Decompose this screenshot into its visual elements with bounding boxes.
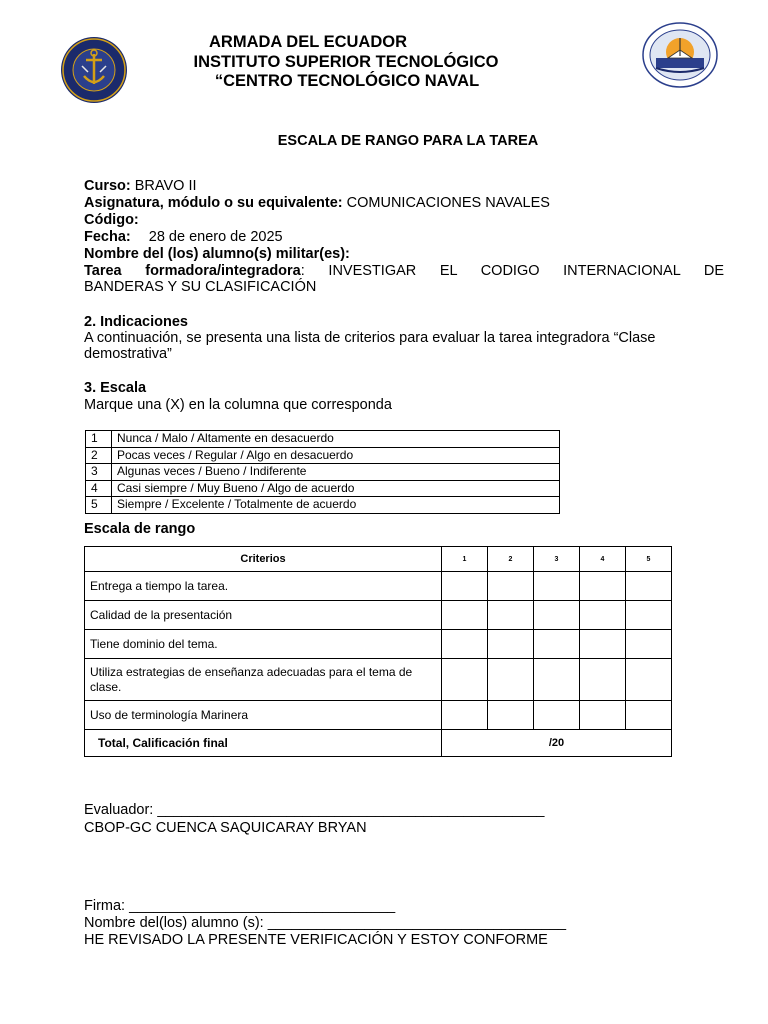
indications-text-1: A continuación, se presenta una lista de criterios para evaluar la tarea integradora “Clase <box>84 330 656 346</box>
task-value-2: BANDERAS Y SU CLASIFICACIÓN <box>84 279 317 295</box>
rango-table <box>84 546 672 757</box>
score-cell[interactable] <box>580 572 626 601</box>
indications-heading: 2. Indicaciones <box>84 314 188 330</box>
score-cell[interactable] <box>534 601 580 630</box>
criteria-row <box>85 601 672 630</box>
code-line <box>84 212 139 229</box>
scale-number: 4 <box>86 480 112 497</box>
scale-description: Algunas veces / Bueno / Indiferente <box>112 464 560 481</box>
score-cell[interactable] <box>580 701 626 730</box>
score-cell[interactable] <box>626 701 672 730</box>
date-label: Fecha: <box>84 229 131 245</box>
score-cell[interactable] <box>442 572 488 601</box>
score-cell[interactable] <box>488 630 534 659</box>
score-column-header: 4 <box>580 547 626 572</box>
evaluator-signature-line[interactable]: ________________________________________________ <box>157 802 545 818</box>
total-label: Total, Calificación final <box>85 730 442 757</box>
score-column-header: 1 <box>442 547 488 572</box>
task-value-1: INVESTIGAR EL CODIGO INTERNACIONAL DE <box>328 263 724 279</box>
criteria-header: Criterios <box>85 547 442 572</box>
score-column-header: 2 <box>488 547 534 572</box>
evaluator-name: CBOP-GC CUENCA SAQUICARAY BRYAN <box>84 820 367 836</box>
score-cell[interactable] <box>626 630 672 659</box>
subject-label: Asignatura, módulo o su equivalente: <box>84 195 343 211</box>
score-cell[interactable] <box>442 601 488 630</box>
scale-table <box>85 430 560 514</box>
score-cell[interactable] <box>534 659 580 701</box>
total-value[interactable]: /20 <box>442 730 672 757</box>
scale-number: 3 <box>86 464 112 481</box>
criteria-row <box>85 630 672 659</box>
student-name-field[interactable]: _____________________________________ <box>267 915 567 931</box>
criteria-label: Entrega a tiempo la tarea. <box>85 572 442 601</box>
header-navy: ARMADA DEL ECUADOR <box>209 33 407 51</box>
total-row <box>85 730 672 757</box>
criteria-label: Tiene dominio del tema. <box>85 630 442 659</box>
signature-label: Firma: <box>84 898 130 914</box>
task-colon: : <box>300 263 305 279</box>
course-line <box>84 178 197 195</box>
course-value: BRAVO II <box>130 178 197 194</box>
score-cell[interactable] <box>534 572 580 601</box>
score-cell[interactable] <box>488 601 534 630</box>
scale-row <box>86 464 560 481</box>
code-label: Código: <box>84 212 139 228</box>
scale-number: 1 <box>86 431 112 448</box>
score-cell[interactable] <box>488 572 534 601</box>
score-cell[interactable] <box>442 701 488 730</box>
header-center: “CENTRO TECNOLÓGICO NAVAL <box>214 72 480 90</box>
date-value: 28 de enero de 2025 <box>148 229 283 245</box>
score-cell[interactable] <box>488 659 534 701</box>
scale-description: Siempre / Excelente / Totalmente de acuerdo <box>112 497 560 514</box>
scale-number: 2 <box>86 447 112 464</box>
students-line <box>84 246 350 263</box>
score-column-header: 5 <box>626 547 672 572</box>
scale-row <box>86 447 560 464</box>
score-cell[interactable] <box>626 601 672 630</box>
scale-description: Pocas veces / Regular / Algo en desacuerdo <box>112 447 560 464</box>
rango-header-row <box>85 547 672 572</box>
score-cell[interactable] <box>580 630 626 659</box>
evaluator-line <box>84 802 544 819</box>
score-cell[interactable] <box>580 601 626 630</box>
document-title: ESCALA DE RANGO PARA LA TAREA <box>277 133 539 149</box>
score-cell[interactable] <box>626 659 672 701</box>
student-name-line <box>84 915 566 932</box>
subject-line <box>84 195 550 212</box>
header-institute: INSTITUTO SUPERIOR TECNOLÓGICO <box>193 53 499 71</box>
signature-field[interactable]: _________________________________ <box>129 898 396 914</box>
student-name-label: Nombre del(los) alumno (s): <box>84 915 268 931</box>
score-cell[interactable] <box>488 701 534 730</box>
scale-description: Casi siempre / Muy Bueno / Algo de acuerdo <box>112 480 560 497</box>
criteria-row <box>85 659 672 701</box>
score-column-header: 3 <box>534 547 580 572</box>
date-line <box>84 229 283 246</box>
subject-value: COMUNICACIONES NAVALES <box>342 195 550 211</box>
task-line <box>84 263 724 280</box>
score-cell[interactable] <box>580 659 626 701</box>
score-cell[interactable] <box>442 630 488 659</box>
indications-text-2: demostrativa” <box>84 346 172 362</box>
score-cell[interactable] <box>442 659 488 701</box>
score-cell[interactable] <box>626 572 672 601</box>
rango-heading: Escala de rango <box>84 521 196 537</box>
students-label: Nombre del (los) alumno(s) militar(es): <box>84 246 350 262</box>
scale-number: 5 <box>86 497 112 514</box>
scale-row <box>86 497 560 514</box>
criteria-row <box>85 701 672 730</box>
criteria-row <box>85 572 672 601</box>
score-cell[interactable] <box>534 701 580 730</box>
evaluator-label: Evaluador: <box>84 802 158 818</box>
scale-row <box>86 431 560 448</box>
signature-line <box>84 898 395 915</box>
scale-heading: 3. Escala <box>84 380 147 396</box>
criteria-label: Utiliza estrategias de enseñanza adecuadas para el tema de clase. <box>85 659 442 701</box>
task-label: Tarea formadora/integradora <box>84 263 301 279</box>
course-label: Curso: <box>84 178 131 194</box>
conformity-declaration: HE REVISADO LA PRESENTE VERIFICACIÓN Y ESTOY CONFORME <box>84 932 548 948</box>
scale-description: Nunca / Malo / Altamente en desacuerdo <box>112 431 560 448</box>
score-cell[interactable] <box>534 630 580 659</box>
criteria-label: Uso de terminología Marinera <box>85 701 442 730</box>
criteria-label: Calidad de la presentación <box>85 601 442 630</box>
scale-instructions: Marque una (X) en la columna que corresponda <box>84 397 392 413</box>
scale-row <box>86 480 560 497</box>
